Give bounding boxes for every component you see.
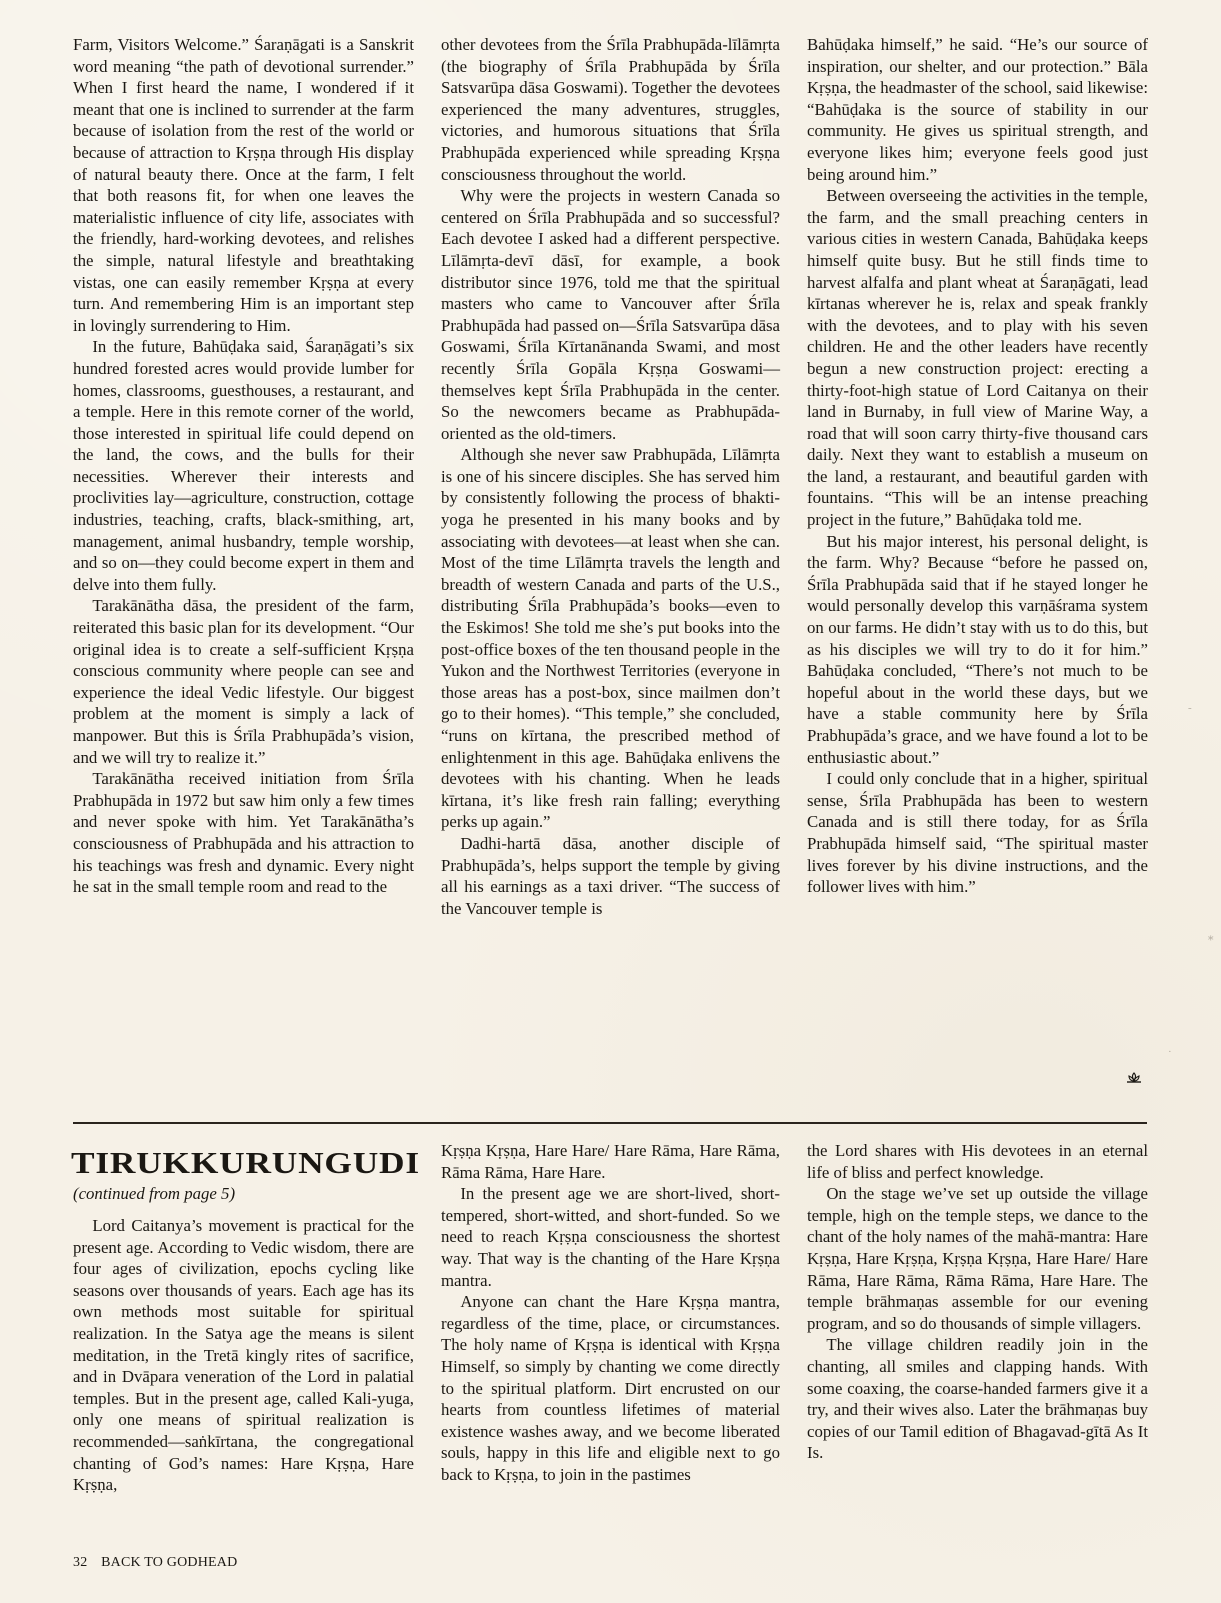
article-paragraph: Tarakānātha received initiation from Śrīla Prabhupāda in 1972 but saw him only a few times and never spoke with him. Yet Tarakānātha’s consciousness of Prabhupāda and his attraction to his teachings was fresh and dynamic. Every night he sat in the small temple room and read to the [73,769,414,897]
print-mark: ‑ [1188,702,1192,714]
article-column-2 [441,34,780,919]
section-paragraph: In the present age we are short-lived, short-tempered, short-witted, and short-funded. So we need to reach Kṛṣṇa consciousness the shortest way. That way is the chanting of the Hare Kṛṣṇa mantra. [441,1184,780,1290]
publication-name: BACK TO GODHEAD [101,1555,238,1570]
article-paragraph: Between overseeing the activities in the temple, the farm, and the small preaching centers in various cities in western Canada, Bahūḍaka keeps himself quite busy. But he still finds time to harvest alfalfa and plant wheat at Śaraṇāgati, lead kīrtanas wherever he is, relax and speak frankly with the devotees, and to play with his seven children. He and the other leaders have recently begun a new construction project: erecting a thirty-foot-high statue of Lord Caitanya on their land in Burnaby, in full view of Marine Way, a road that will soon carry thirty-five thousand cars daily. Next they want to establish a museum on the land, a restaurant, and beautiful garden with fountains. “This will be an intense preaching project in the future,” Bahūḍaka told me. [807,186,1148,530]
section-paragraph: On the stage we’ve set up outside the village temple, high on the temple steps, we dance to the chant of the holy names of the mahā-mantra: Hare Kṛṣṇa, Hare Kṛṣṇa, Kṛṣṇa Kṛṣṇa, Hare Hare/ Hare Rāma, Hare Rāma, Rāma Rāma, Hare Hare. The temple brāhmaṇas assemble for our evening program, and so do thousands of simple villagers. [807,1184,1148,1333]
page-footer [73,1554,237,1572]
article-paragraph: other devotees from the Śrīla Prabhupāda-līlāmṛta (the biography of Śrīla Prabhupāda by Śrīla Satsvarūpa dāsa Goswami). Together the devotees experienced the many adventures, struggles, victories, and humorous situations that Śrīla Prabhupāda experienced while spreading Kṛṣṇa consciousness throughout the world. [441,35,780,184]
article-paragraph: In the future, Bahūḍaka said, Śaraṇāgati’s six hundred forested acres would provide lumber for homes, classrooms, guesthouses, a restaurant, and a temple. Here in this remote corner of the world, those interested in spiritual life could depend on the land, the cows, and the bulls for their necessities. Wherever their interests and proclivities lay—agriculture, construction, cottage industries, teaching, crafts, black-smithing, art, management, animal husbandry, temple worship, and so on—they could become expert in them and delve into them fully. [73,337,414,594]
section-paragraph: Kṛṣṇa Kṛṣṇa, Hare Hare/ Hare Rāma, Hare Rāma, Rāma Rāma, Hare Hare. [441,1141,780,1182]
lotus-endmark-icon [1125,1071,1143,1085]
section-paragraph: Lord Caitanya’s movement is practical for the present age. According to Vedic wisdom, there are four ages of civilization, epochs cycling like seasons over thousands of years. Each age has its own methods most suitable for spiritual realization. In the Satya age the means is silent meditation, in the Tretā kingly rites of sacrifice, and in Dvāpara veneration of the Lord in palatial temples. But in the present age, called Kali-yuga, only one means of spiritual realization is recommended—saṅkīrtana, the congregational chanting of God’s names: Hare Kṛṣṇa, Hare Kṛṣṇa, [73,1216,414,1495]
article-paragraph: Why were the projects in western Canada so centered on Śrīla Prabhupāda and so successful? Each devotee I asked had a different perspective. Līlāmṛta-devī dāsī, for example, a book distributor since 1976, told me that the spiritual masters who came to Vancouver after Śrīla Prabhupāda had passed on—Śrīla Satsvarūpa dāsa Goswami, Śrīla Kīrtanānanda Swami, and most recently Śrīla Gopāla Kṛṣṇa Goswami—themselves kept Śrīla Prabhupāda in the center. So the newcomers became as Prabhupāda-oriented as the old-timers. [441,186,780,443]
section-paragraph: the Lord shares with His devotees in an eternal life of bliss and perfect knowledge. [807,1141,1148,1182]
continued-note: (continued from page 5) [73,1184,236,1203]
article-paragraph: But his major interest, his personal delight, is the farm. Why? Because “before he passed on, Śrīla Prabhupāda said that if he stayed longer he would personally develop this varṇāśrama system on our farms. He didn’t stay with us to do this, but as his disciples we will try to do it for him.” Bahūḍaka concluded, “There’s not much to be hopeful about in the world these days, but we have a stable community here by Śrīla Prabhupāda’s grace, and we have found a lot to be enthusiastic about.” [807,531,1148,767]
article-column-3 [807,34,1148,898]
section-column-1 [73,1215,414,1496]
section-divider [73,1122,1147,1124]
article-paragraph: Farm, Visitors Welcome.” Śaraṇāgati is a Sanskrit word meaning “the path of devotional surrender.” When I first heard the name, I wondered if it meant that one is inclined to surrender at the farm because of isolation from the rest of the world or because of attraction to Kṛṣṇa through His display of natural beauty there. Once at the farm, I felt that both reasons fit, for when one leaves the materialistic influence of city life, associates with the friendly, hard-working devotees, and relishes the simple, natural lifestyle and breathtaking vistas, one can easily remember Kṛṣṇa at every turn. And remembering Him is an important step in lovingly surrendering to Him. [73,35,414,335]
article-paragraph: Although she never saw Prabhupāda, Līlāmṛta is one of his sincere disciples. She has served him by consistently following the process of bhakti-yoga he presented in his many books and by associating with devotees—at least when she can. Most of the time Līlāmṛta travels the length and breadth of western Canada and parts of the U.S., distributing Śrīla Prabhupāda’s books—even to the Eskimos! She told me she’s put books into the post-office boxes of the ten thousand people in the Yukon and the Northwest Territories (everyone in those areas has a post-box, since mailmen don’t go to their homes). “This temple,” she concluded, “runs on kīrtana, the prescribed method of enlightenment in this age. Bahūḍaka enlivens the devotees with his chanting. When he leads kīrtana, it’s like fresh rain falling; everything perks up again.” [441,445,780,832]
section-column-2 [441,1140,780,1486]
article-paragraph: Dadhi-hartā dāsa, another disciple of Prabhupāda’s, helps support the temple by giving all his earnings as a taxi driver. “The success of the Vancouver temple is [441,833,780,918]
section-paragraph: The village children readily join in the chanting, all smiles and clapping hands. With some coaxing, the coarse-handed farmers give it a try, and their wives also. Later the brāhmaṇas buy copies of our Tamil edition of Bhagavad-gītā As It Is. [807,1335,1148,1463]
article-paragraph: Bahūḍaka himself,” he said. “He’s our source of inspiration, our shelter, and our protection.” Bāla Kṛṣṇa, the headmaster of the school, said likewise: “Bahūḍaka is the source of stability in our community. He gives us spiritual strength, and everyone likes him; everyone feels good just being around him.” [807,35,1148,184]
page-number: 32 [73,1555,88,1570]
print-mark: · [1168,1046,1172,1058]
section-paragraph: Anyone can chant the Hare Kṛṣṇa mantra, regardless of the time, place, or circumstances. The holy name of Kṛṣṇa is identical with Kṛṣṇa Himself, so simply by chanting we come directly to the spiritual platform. Dirt encrusted on our hearts from countless lifetimes of material existence washes away, and we become liberated souls, happy in this life and eligible next to go back to Kṛṣṇa, to join in the pastimes [441,1292,780,1484]
article-column-1 [73,34,414,898]
article-paragraph: I could only conclude that in a higher, spiritual sense, Śrīla Prabhupāda has been to western Canada and is still there today, for as Śrīla Prabhupāda himself said, “The spiritual master lives forever by his divine instructions, and the follower lives with him.” [807,769,1148,897]
article-paragraph: Tarakānātha dāsa, the president of the farm, reiterated this basic plan for its development. “Our original idea is to create a self-sufficient Kṛṣṇa conscious community where people can see and experience the ideal Vedic lifestyle. Our biggest problem at the moment is simply a lack of manpower. But this is Śrīla Prabhupāda’s vision, and we will try to realize it.” [73,596,414,767]
print-mark: ⁎ [1208,931,1214,943]
section-column-3 [807,1140,1148,1464]
section-heading: TIRUKKURUNGUDI [71,1145,420,1180]
